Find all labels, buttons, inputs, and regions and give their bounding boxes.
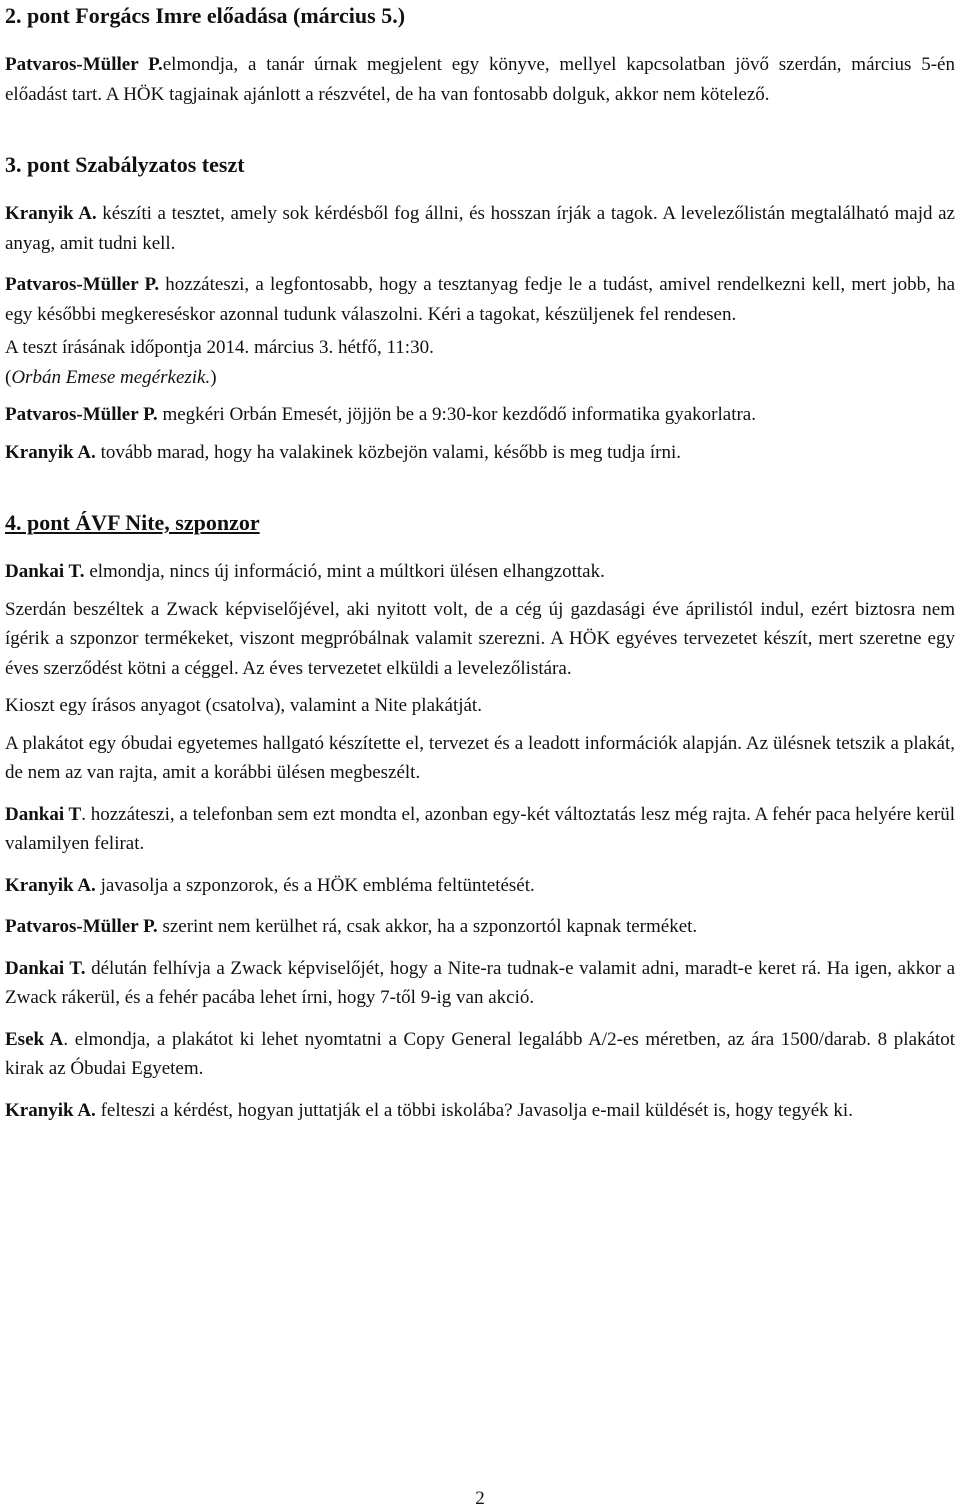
paragraph-text: javasolja a szponzorok, és a HÖK embléma feltüntetését. [95,874,535,896]
paragraph [5,954,955,1013]
paragraph [5,400,955,430]
paragraph-note: (Orbán Emese megérkezik.) [5,366,217,388]
speaker-name: Kranyik A. [5,874,96,896]
document-page [5,0,955,1125]
page-number: 2 [475,1488,485,1509]
speaker-name: Kranyik A. [5,1099,96,1121]
paragraph [5,438,955,468]
section-heading-3: 3. pont Szabályzatos teszt [5,152,245,177]
speaker-name: Patvaros-Müller P. [5,54,163,75]
paragraph [5,1025,955,1084]
speaker-name: Kranyik A. [5,203,97,224]
paragraph: Szerdán beszéltek a Zwack képviselőjével, aki nyitott volt, de a cég új gazdasági éve áprilistól indul, ezért biztosra nem ígérik a szponzor termékeket, viszont megpróbálnak valamit szerezni. A HÖK egyéves tervezetet készít, mert szeretne egy éves szerződést kötni a céggel. Az éves tervezetet elküldi a levelezőlistára. [5,598,955,679]
paragraph-text: megkéri Orbán Emesét, jöjjön be a 9:30-kor kezdődő informatika gyakorlatra. [157,404,756,425]
paragraph [5,800,955,859]
paragraph [5,871,955,901]
speaker-name: Dankai T. [5,561,85,582]
paragraph-text: délután felhívja a Zwack képviselőjét, hogy a Nite-ra tudnak-e valamit adni, maradt-e keret rá. Ha igen, akkor a Zwack rákerül, és a fehér pacába lehet írni, hogy 7-től 9-ig van akció. [5,957,956,1008]
speaker-name: Patvaros-Müller P. [5,274,160,295]
paragraph [5,912,955,942]
paragraph-text: . hozzáteszi, a telefonban sem ezt mondta el, azonban egy-két változtatás lesz még rajta. A fehér paca helyére kerül valamilyen felirat. [5,803,956,854]
paragraph: A teszt írásának időpontja 2014. március 3. hétfő, 11:30. [5,337,434,358]
speaker-name: Kranyik A. [5,441,96,463]
paragraph [5,50,955,109]
paragraph [5,557,955,587]
paragraph-text: tovább marad, hogy ha valakinek közbejön valami, később is meg tudja írni. [95,441,681,463]
paragraph: Kioszt egy írásos anyagot (csatolva), valamint a Nite plakátját. [5,695,482,716]
paragraph-text: hozzáteszi, a legfontosabb, hogy a tesztanyag fedje le a tudást, amivel rendelkezni kell, mert jobb, ha egy későbbi megkereséskor azonnal tudunk válaszolni. Kéri a tagokat, készüljenek fel rendesen. [5,274,956,325]
paragraph-text: elmondja, a tanár úrnak megjelent egy könyve, mellyel kapcsolatban jövő szerdán, március 5-én előadást tart. A HÖK tagjainak ajánlott a részvétel, de ha van fontosabb dolguk, akkor nem kötelező. [5,54,955,105]
paragraph-text: . elmondja, a plakátot ki lehet nyomtatni a Copy General legalább A/2-es méretben, az ára 1500/darab. 8 plakátot kirak az Óbudai Egyetem. [5,1028,955,1079]
paragraph: A plakátot egy óbudai egyetemes hallgató készítette el, tervezet és a leadott információk alapján. Az ülésnek tetszik a plakát, de nem az van rajta, amit a korábbi ülésen megbeszélt. [5,732,955,783]
paragraph-text: felteszi a kérdést, hogyan juttatják el a többi iskolába? Javasolja e-mail küldését is, hogy tegyék ki. [95,1099,853,1121]
speaker-name: Patvaros-Müller P. [5,916,158,937]
paragraph-text: készíti a tesztet, amely sok kérdésből fog állni, és hosszan írják a tagok. A levelezőlistán megtalálható majd az anyag, amit tudni kell. [5,203,955,254]
paragraph [5,199,955,258]
section-heading-4: 4. pont ÁVF Nite, szponzor [5,510,260,535]
italic-note: Orbán Emese megérkezik. [11,366,211,388]
speaker-name: Dankai T [5,803,82,825]
speaker-name: Esek A [5,1028,64,1050]
paragraph [5,1096,955,1126]
paragraph-text: elmondja, nincs új információ, mint a múltkori ülésen elhangzottak. [84,561,605,582]
speaker-name: Patvaros-Müller P. [5,404,158,425]
speaker-name: Dankai T. [5,957,86,979]
section-heading-2: 2. pont Forgács Imre előadása (március 5.) [5,3,406,28]
paragraph [5,270,955,329]
paragraph-text: szerint nem kerülhet rá, csak akkor, ha a szponzortól kapnak terméket. [157,916,698,937]
